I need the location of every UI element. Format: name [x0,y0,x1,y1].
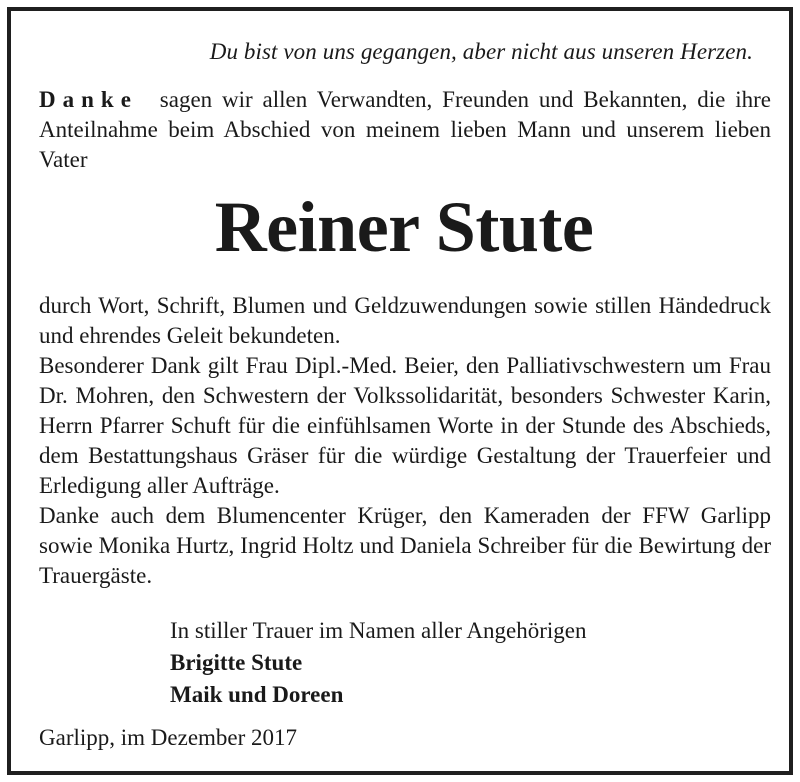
deceased-name: Reiner Stute [214,187,594,267]
signer-name: Brigitte Stute [170,650,303,675]
place-date: Garlipp, im Dezember 2017 [39,725,298,750]
body-paragraph-further-thanks: Danke auch dem Blumencenter Krüger, den Kameraden der FFW Garlipp sowie Monika Hurtz, Ingrid Holtz und Daniela Schreiber für die Bewirtung der Trauergäste. [39,503,771,588]
notice-frame [7,7,793,775]
signer-name: Maik und Doreen [170,682,344,707]
body-paragraph-special-thanks: Besonderer Dank gilt Frau Dipl.-Med. Beier, den Palliativschwestern um Frau Dr. Mohren, den Schwestern der Volkssolidarität, besonders Schwester Karin, Herrn Pfarrer Schuft für die einfühlsamen Worte in der Stunde des Abschieds, dem Bestattungshaus Gräser für die würdige Gestaltung der Trauerfeier und Erledigung aller Aufträge. [39,353,771,498]
signature-block [170,615,586,711]
danke-heading: Danke [39,87,138,112]
thanks-text: sagen wir allen Verwandten, Freunden und Bekannten, die ihre Anteilnahme beim Abschied von meinem lieben Mann und unserem lieben Vater [39,87,772,172]
body-paragraph-words: durch Wort, Schrift, Blumen und Geldzuwendungen sowie stillen Händedruck und ehrendes Geleit bekundeten. [39,293,771,348]
thanks-body [39,291,771,591]
motto-line: Du bist von uns gegangen, aber nicht aus unseren Herzen. [209,39,753,64]
mourning-line: In stiller Trauer im Namen aller Angehörigen [170,618,587,643]
thanks-intro [39,85,771,175]
